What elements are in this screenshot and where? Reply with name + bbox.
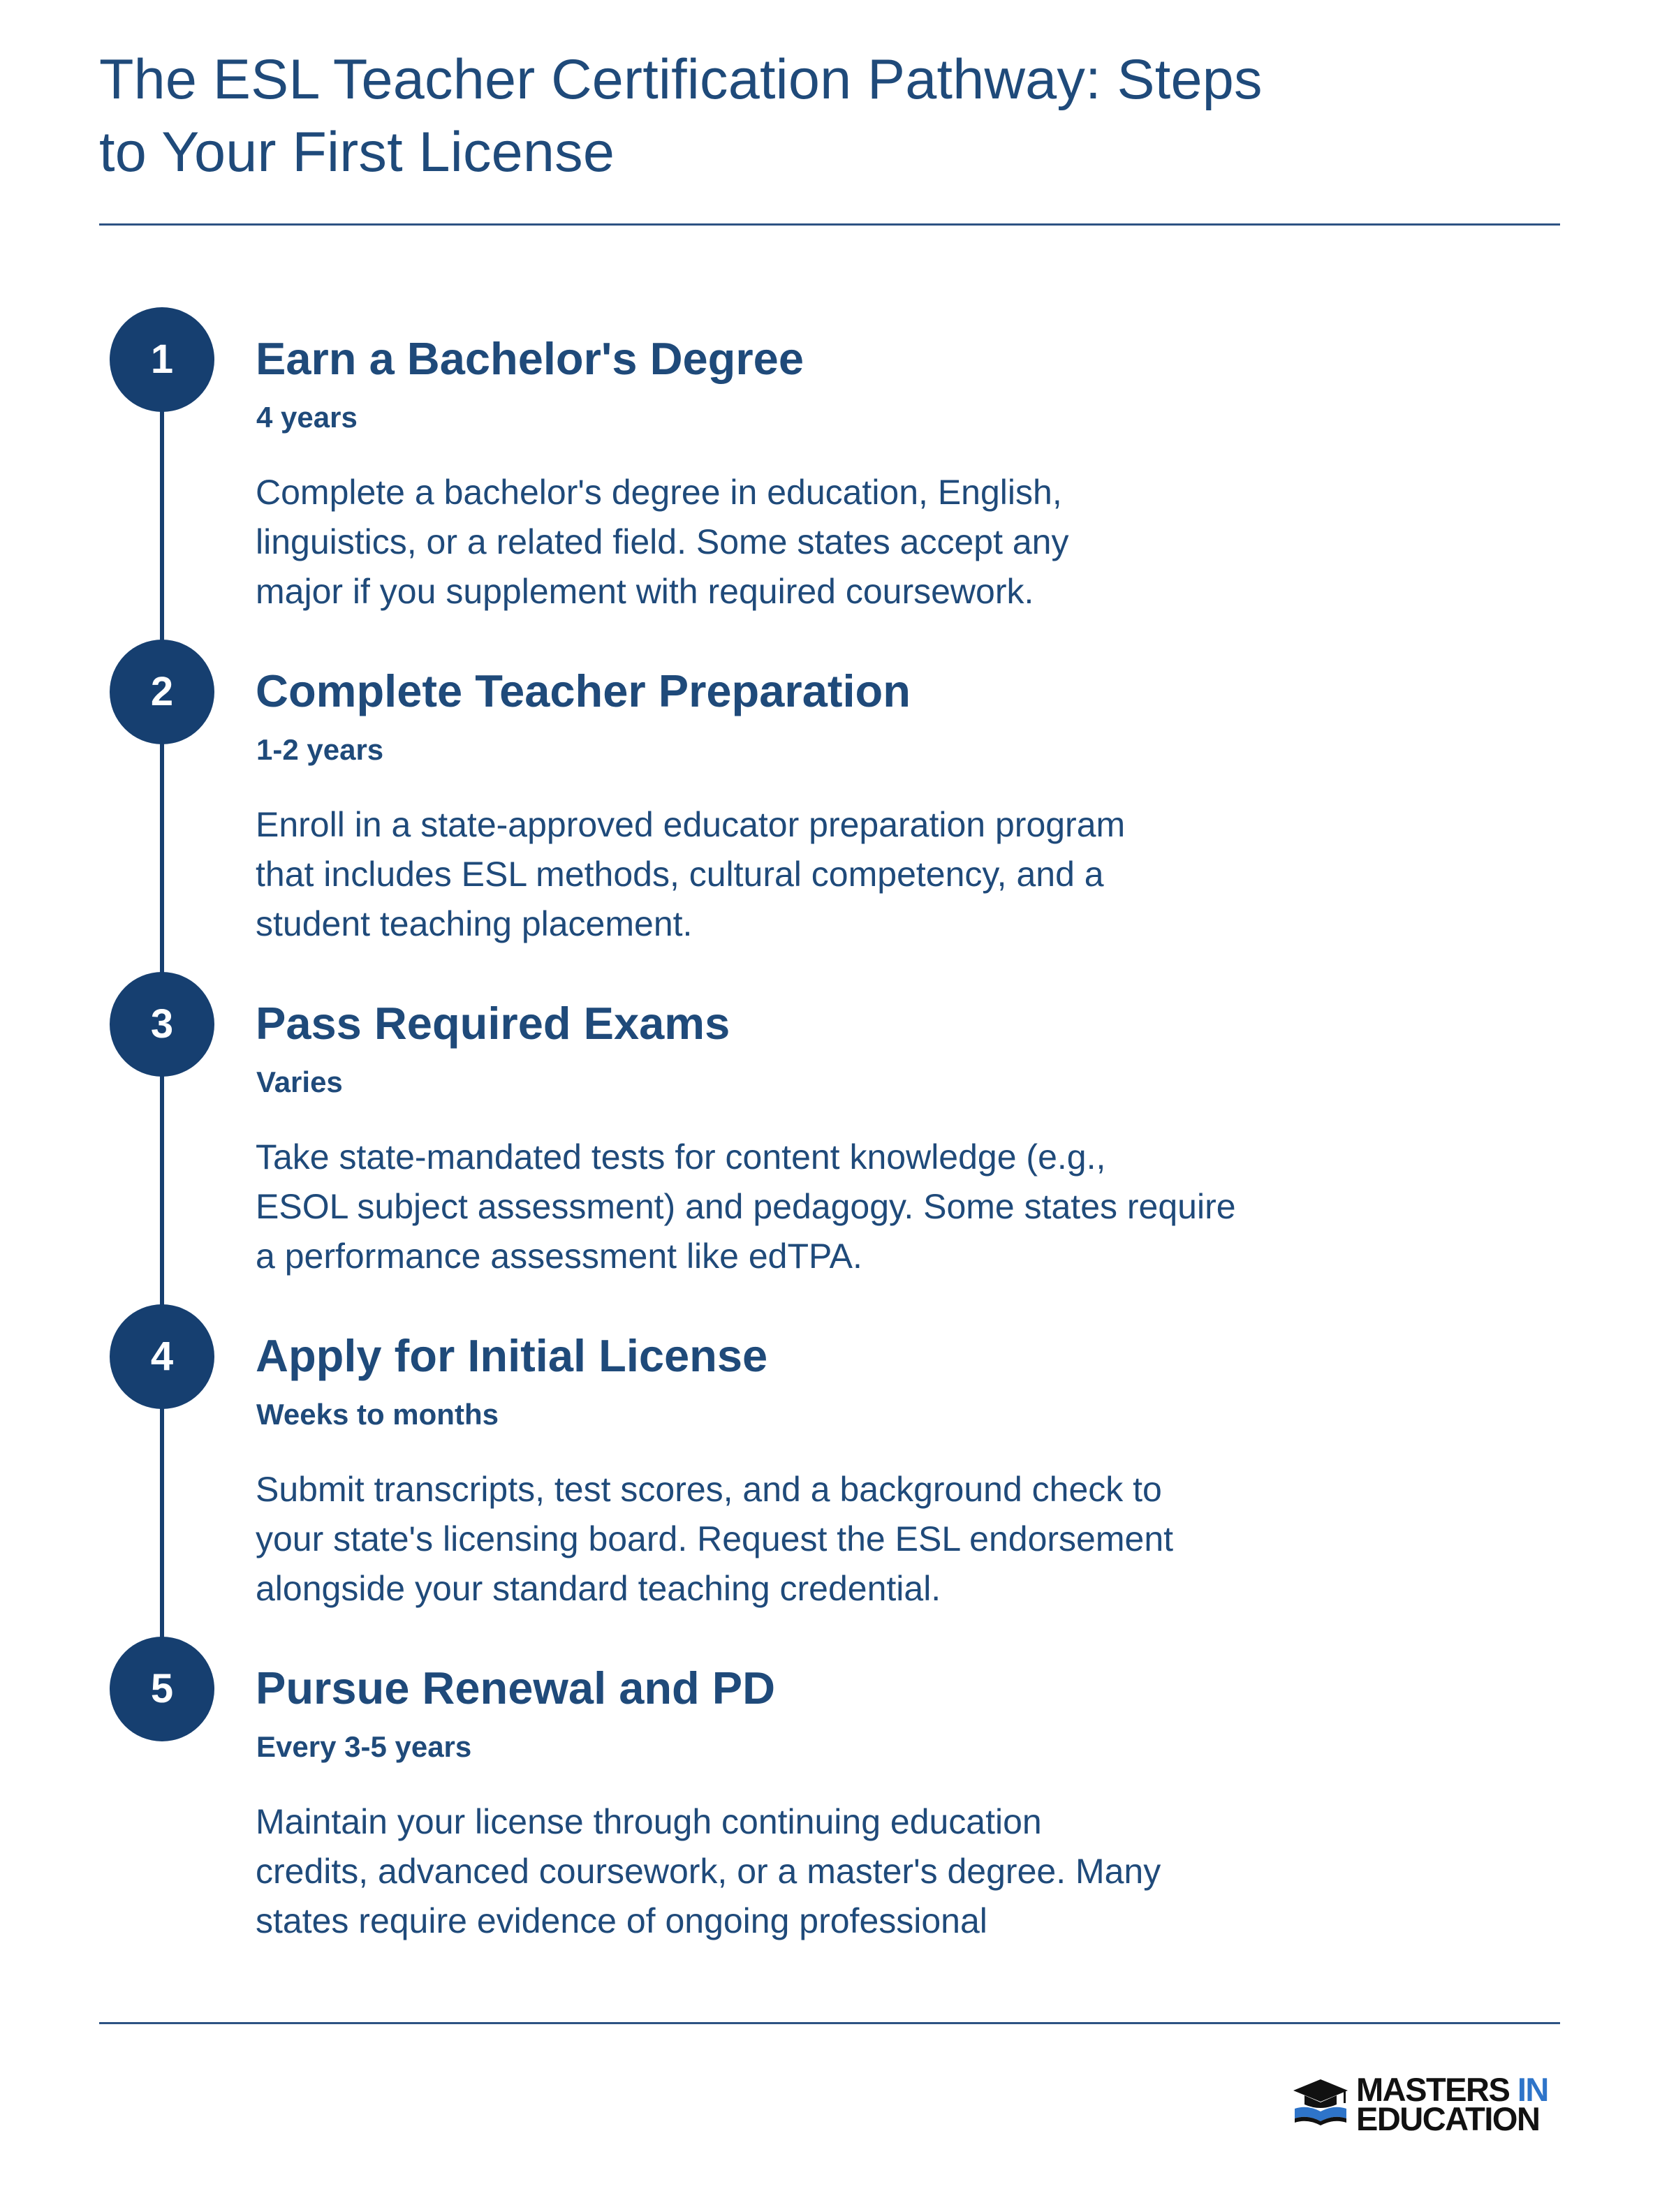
top-divider — [99, 223, 1560, 226]
step-number-badge: 5 — [110, 1637, 214, 1741]
step-duration: Varies — [256, 1066, 343, 1098]
logo-word-masters: MASTERS — [1356, 2071, 1510, 2108]
step-description — [256, 800, 1443, 949]
step-description-line: major if you supplement with required coursework. — [256, 572, 1034, 611]
step-title: Pass Required Exams — [256, 998, 730, 1049]
graduation-cap-book-icon — [1292, 2078, 1349, 2127]
step-number-badge: 3 — [110, 972, 214, 1077]
step-description-line: that includes ESL methods, cultural competency, and a — [256, 855, 1104, 894]
step-title: Complete Teacher Preparation — [256, 665, 911, 716]
step-description-line: your state's licensing board. Request the ESL endorsement — [256, 1519, 1174, 1558]
step-description-line: Enroll in a state-approved educator preparation program — [256, 805, 1126, 844]
step-description-line: ESOL subject assessment) and pedagogy. Some states require — [256, 1187, 1236, 1226]
step-duration: Weeks to months — [256, 1398, 499, 1431]
step-title: Pursue Renewal and PD — [256, 1662, 776, 1713]
step-description-line: Complete a bachelor's degree in education, English, — [256, 473, 1062, 512]
step-2 — [0, 640, 1676, 968]
step-description-line: student teaching placement. — [256, 904, 693, 943]
step-description-line: linguistics, or a related field. Some states accept any — [256, 522, 1069, 561]
page-title — [99, 43, 1426, 189]
step-title: Apply for Initial License — [256, 1330, 768, 1381]
masters-in-education-logo — [1292, 2072, 1564, 2142]
step-description-line: Take state-mandated tests for content knowledge (e.g., — [256, 1137, 1106, 1177]
step-description-line: Maintain your license through continuing education — [256, 1802, 1042, 1841]
step-number-badge: 4 — [110, 1304, 214, 1409]
page-title-line-2: to Your First License — [99, 121, 615, 184]
step-duration: 1-2 years — [256, 733, 384, 766]
step-3 — [0, 972, 1676, 1300]
step-duration: 4 years — [256, 401, 358, 434]
logo-word-in: IN — [1517, 2071, 1548, 2108]
step-description-line: alongside your standard teaching credential. — [256, 1569, 941, 1608]
step-4 — [0, 1304, 1676, 1632]
step-number-badge: 1 — [110, 307, 214, 412]
logo-word-education: EDUCATION — [1356, 2100, 1540, 2137]
step-description — [256, 1133, 1443, 1281]
step-title: Earn a Bachelor's Degree — [256, 333, 804, 384]
step-description-line: credits, advanced coursework, or a master's degree. Many — [256, 1852, 1161, 1891]
page-title-line-1: The ESL Teacher Certification Pathway: Steps — [99, 48, 1263, 111]
step-1 — [0, 307, 1676, 635]
step-description — [256, 1465, 1443, 1614]
step-description-line: a performance assessment like edTPA. — [256, 1237, 862, 1276]
step-description — [256, 468, 1443, 617]
bottom-divider — [99, 2022, 1560, 2024]
step-5 — [0, 1637, 1676, 1965]
step-number-badge: 2 — [110, 640, 214, 744]
step-description-line: Submit transcripts, test scores, and a background check to — [256, 1470, 1162, 1509]
step-description — [256, 1797, 1443, 1946]
step-description-line: states require evidence of ongoing professional — [256, 1901, 987, 1940]
step-duration: Every 3-5 years — [256, 1730, 472, 1763]
